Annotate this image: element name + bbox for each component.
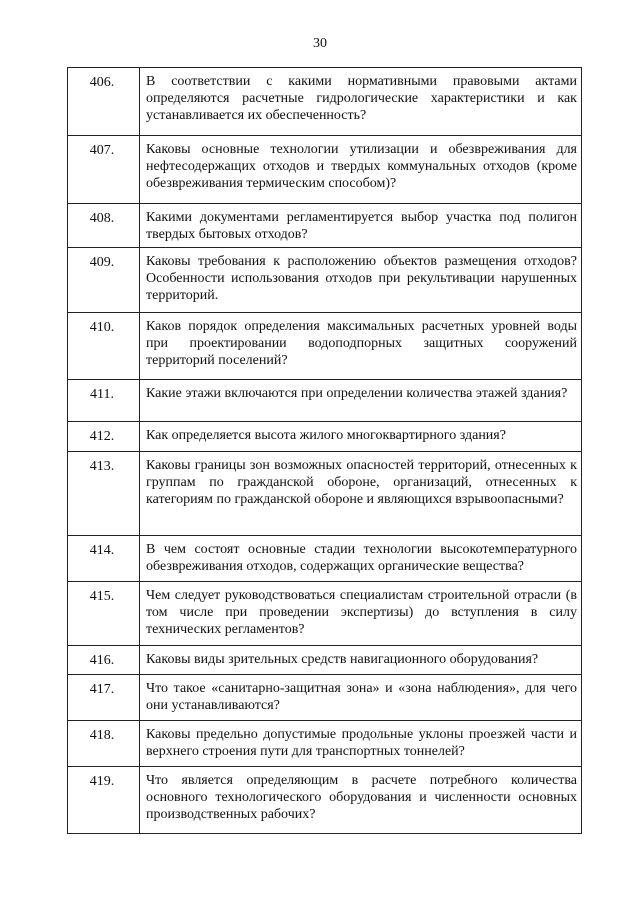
question-number: 416. bbox=[68, 646, 140, 675]
question-number: 411. bbox=[68, 380, 140, 422]
table-row bbox=[68, 248, 582, 313]
question-text: Как определяется высота жилого многоквартирного здания? bbox=[140, 422, 582, 452]
question-number: 414. bbox=[68, 536, 140, 582]
question-text: Чем следует руководствоваться специалистам строительной отрасли (в том числе при проведении экспертизы) до вступления в силу технических регламентов? bbox=[140, 582, 582, 646]
question-text: Что такое «санитарно-защитная зона» и «зона наблюдения», для чего они устанавливаются? bbox=[140, 675, 582, 721]
table-row bbox=[68, 422, 582, 452]
question-text: Каковы предельно допустимые продольные уклоны проезжей части и верхнего строения пути для транспортных тоннелей? bbox=[140, 721, 582, 767]
question-number: 410. bbox=[68, 313, 140, 380]
table-row bbox=[68, 582, 582, 646]
question-number: 418. bbox=[68, 721, 140, 767]
question-number: 407. bbox=[68, 136, 140, 204]
question-number: 417. bbox=[68, 675, 140, 721]
question-text: Каковы границы зон возможных опасностей территорий, отнесенных к группам по гражданской обороне, организаций, отнесенных к категориям по гражданской обороне и являющихся взрывоопасными? bbox=[140, 452, 582, 536]
table-row bbox=[68, 675, 582, 721]
table-row bbox=[68, 646, 582, 675]
question-text: Каковы виды зрительных средств навигационного оборудования? bbox=[140, 646, 582, 675]
question-text: Какими документами регламентируется выбор участка под полигон твердых бытовых отходов? bbox=[140, 204, 582, 248]
table-row bbox=[68, 452, 582, 536]
table-row bbox=[68, 136, 582, 204]
question-text: В соответствии с какими нормативными правовыми актами определяются расчетные гидрологические характеристики и как устанавливается их обеспеченность? bbox=[140, 68, 582, 136]
table-row bbox=[68, 721, 582, 767]
question-number: 419. bbox=[68, 767, 140, 834]
question-number: 408. bbox=[68, 204, 140, 248]
question-number: 413. bbox=[68, 452, 140, 536]
table-row bbox=[68, 204, 582, 248]
question-text: Какие этажи включаются при определении количества этажей здания? bbox=[140, 380, 582, 422]
question-text: Что является определяющим в расчете потребного количества основного технологического оборудования и численности основных производственных рабочих? bbox=[140, 767, 582, 834]
question-text: В чем состоят основные стадии технологии высокотемпературного обезвреживания отходов, содержащих органические вещества? bbox=[140, 536, 582, 582]
question-number: 406. bbox=[68, 68, 140, 136]
question-number: 412. bbox=[68, 422, 140, 452]
question-text: Каковы требования к расположению объектов размещения отходов? Особенности использования отходов при рекультивации нарушенных территорий. bbox=[140, 248, 582, 313]
table-row bbox=[68, 313, 582, 380]
table-row bbox=[68, 380, 582, 422]
question-text: Каковы основные технологии утилизации и обезвреживания для нефтесодержащих отходов и твердых коммунальных отходов (кроме обезвреживания термическим способом)? bbox=[140, 136, 582, 204]
question-text: Каков порядок определения максимальных расчетных уровней воды при проектировании водоподпорных защитных сооружений территорий поселений? bbox=[140, 313, 582, 380]
table-row bbox=[68, 68, 582, 136]
page-number: 30 bbox=[313, 36, 327, 51]
questions-table bbox=[67, 67, 582, 834]
question-number: 409. bbox=[68, 248, 140, 313]
table-row bbox=[68, 767, 582, 834]
question-number: 415. bbox=[68, 582, 140, 646]
table-row bbox=[68, 536, 582, 582]
